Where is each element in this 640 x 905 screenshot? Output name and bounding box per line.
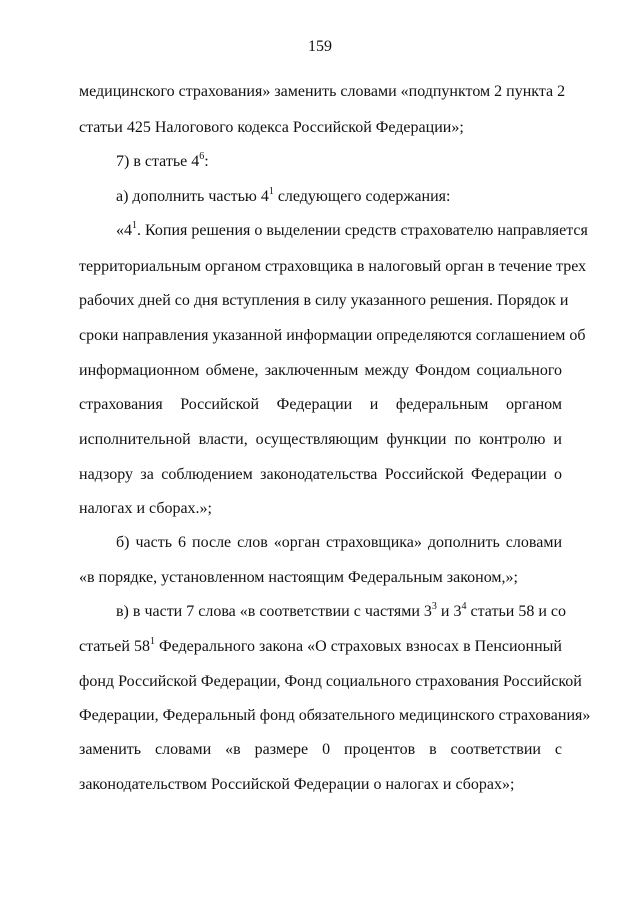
text-line: заменить словами «в размере 0 процентов в соответствии с: [79, 741, 562, 758]
text-fragment: следующего содержания:: [273, 188, 451, 205]
text-fragment: :: [204, 153, 209, 170]
text-fragment: Федерального закона «О страховых взносах в Пенсионный: [154, 638, 562, 655]
text-line: налогах и сборах.»;: [79, 500, 212, 517]
text-line: статьи 425 Налогового кодекса Российской Федерации»;: [79, 119, 464, 136]
text-fragment: а) дополнить частью 4: [116, 188, 269, 205]
text-fragment: статьей 58: [79, 638, 150, 655]
superscript: 1: [268, 185, 274, 197]
superscript: 6: [199, 150, 205, 162]
text-fragment: 7) в статье 4: [116, 153, 200, 170]
page-number: 159: [308, 38, 332, 55]
text-line: фонд Российской Федерации, Фонд социального страхования Российской: [79, 673, 582, 690]
text-line: Федерации, Федеральный фонд обязательного медицинского страхования»: [79, 707, 591, 724]
text-line: надзору за соблюдением законодательства Российской Федерации о: [79, 466, 562, 483]
text-line: «в порядке, установленном настоящим Федеральным законом,»;: [79, 569, 518, 586]
text-line: территориальным органом страховщика в налоговый орган в течение трех: [79, 258, 587, 275]
text-line: рабочих дней со дня вступления в силу указанного решения. Порядок и: [79, 292, 569, 309]
superscript: 1: [149, 635, 155, 647]
text-line: [116, 187, 562, 207]
superscript: 1: [132, 219, 137, 231]
superscript: 4: [461, 600, 467, 612]
text-line: страхования Российской Федерации и федеральным органом: [79, 396, 562, 413]
text-line: медицинского страхования» заменить словами «подпунктом 2 пункта 2: [79, 83, 566, 100]
text-line: сроки направления указанной информации определяются соглашением об: [79, 327, 586, 344]
text-line: [116, 152, 562, 172]
text-fragment: «4: [116, 222, 132, 239]
text-line: информационном обмене, заключенным между Фондом социального: [79, 362, 562, 379]
text-line: [116, 219, 588, 241]
text-fragment: и 3: [436, 603, 462, 620]
text-fragment: в) в части 7 слова «в соответствии с частями 3: [116, 603, 432, 620]
text-fragment: статьи 58 и со: [466, 603, 566, 620]
text-line: [116, 600, 566, 622]
text-fragment: . Копия решения о выделении средств страхователю направляется: [137, 222, 588, 239]
text-line: законодательством Российской Федерации о налогах и сборах»;: [79, 776, 515, 793]
superscript: 3: [431, 600, 437, 612]
text-line: исполнительной власти, осуществляющим функции по контролю и: [79, 431, 562, 448]
text-line: б) часть 6 после слов «орган страховщика» дополнить словами: [116, 534, 562, 551]
text-line: [79, 637, 562, 657]
